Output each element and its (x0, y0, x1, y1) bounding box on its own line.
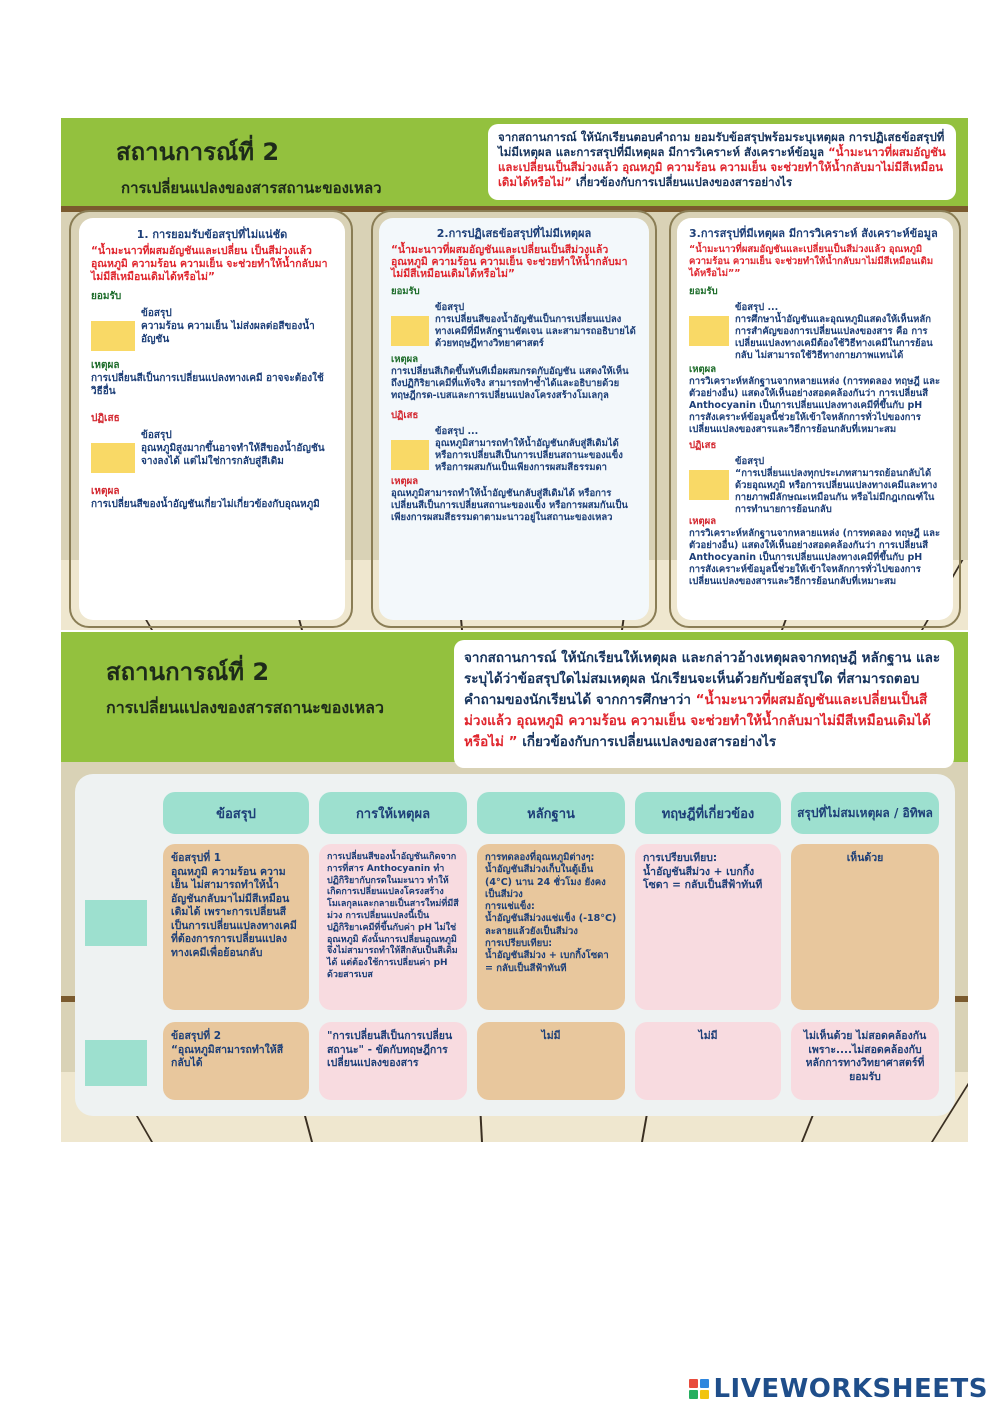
liveworksheets-logo (689, 1374, 988, 1404)
accept-text: ข้อสรุป ... การศึกษาน้ำอัญชันและอุณหภูมิแสดงให้เห็นหลักการสำคัญของการเปลี่ยนแปลงของสาร คือ การเปลี่ยนแปลงทางเคมีต้องใช้วิธีทางเคมีในการย้อนกลับ ไม่สามารถใช้วิธีทางกายภาพแทนได้ (735, 302, 933, 361)
card-quote: “น้ำมะนาวที่ผสมอัญชันและเปลี่ยนเป็นสีม่วงแล้ว อุณหภูมิ ความร้อน ความเย็น จะช่วยทำให้น้ำกลับมาไม่มีสีเหมือนเดิมได้หรือไม่” (391, 244, 628, 280)
intro-text: จากสถานการณ์ ให้นักเรียนให้เหตุผล และกล่าวอ้างเหตุผลจากทฤษฎี หลักฐาน และระบุได้ว่าข้อสรุปใดไม่สมเหตุผล นักเรียนจะเห็นด้วยกับข้อสรุปใด ที่สามารถตอบคำถามของนักเรียนได้ จากการศึกษาว่า (464, 650, 941, 708)
reject-label: ปฏิเสธ (91, 413, 120, 424)
card-heading: 1. การยอมรับข้อสรุปที่ไม่แน่ชัด (136, 228, 288, 241)
card-heading: 2.การปฏิเสธข้อสรุปที่ไม่มีเหตุผล (436, 227, 592, 240)
column-header: ทฤษฎีที่เกี่ยวข้อง (635, 792, 781, 834)
table-cell: ข้อสรุปที่ 1 อุณหภูมิ ความร้อน ความเย็น ไม่สามารถทำให้น้ำอัญชันกลับมาไม่มีสีเหมือนเดิมได้ เพราะการเปลี่ยนสีเป็นการเปลี่ยนแปลงทางเคมีที่ต้องการการเปลี่ยนแปลงทางเคมีเพื่อย้อนกลับ (163, 844, 309, 1010)
column-header: การให้เหตุผล (319, 792, 467, 834)
accept-label: ยอมรับ (689, 286, 718, 297)
card-reject-unreasonable (379, 218, 649, 620)
intro-text-box (488, 124, 956, 200)
card-heading: 3.การสรุปที่มีเหตุผล มีการวิเคราะห์ สังเคราะห์ข้อมูล (689, 227, 938, 240)
intro-question: “น้ำมะนาวที่ผสมอัญชันและเปลี่ยนเป็นสีม่วงแล้ว อุณหภูมิ ความร้อน ความเย็น จะช่วยทำให้น้ำกลับมาไม่มีสีเหมือนเดิมได้หรือไม่ ” (464, 692, 931, 750)
accept-text: ข้อสรุป การเปลี่ยนสีของน้ำอัญชันเป็นการเปลี่ยนแปลงทางเคมีที่มีหลักฐานชัดเจน และสามารถอธิบายได้ด้วยทฤษฎีทางวิทยาศาสตร์ (435, 302, 636, 349)
answer-box[interactable] (689, 470, 729, 500)
intro-text: จากสถานการณ์ ให้นักเรียนตอบคำถาม ยอมรับข้อสรุปพร้อมระบุเหตุผล การปฏิเสธข้อสรุปที่ไม่มีเหตุผล และการสรุปที่มีเหตุผล มีการวิเคราะห์ สังเคราะห์ข้อมูล (498, 130, 945, 159)
accept-text: ข้อสรุป ความร้อน ความเย็น ไม่ส่งผลต่อสีของน้ำอัญชัน (141, 308, 315, 345)
table-cell: ไม่มี (477, 1022, 625, 1100)
accept-label: ยอมรับ (391, 286, 420, 297)
reason-text: การเปลี่ยนสีเป็นการเปลี่ยนแปลงทางเคมี อาจจะต้องใช้วิธีอื่น (91, 373, 324, 397)
column-header: ข้อสรุป (163, 792, 309, 834)
reason-text: การเปลี่ยนสีของน้ำอัญชันเกี่ยวไม่เกี่ยวข้องกับอุณหภูมิ (91, 499, 320, 510)
answer-box[interactable] (391, 440, 429, 470)
intro-text-end: เกี่ยวข้องกับการเปลี่ยนแปลงของสารอย่างไร (575, 175, 793, 189)
reason-text: การวิเคราะห์หลักฐานจากหลายแหล่ง (การทดลอง ทฤษฎี และตัวอย่างอื่น) แสดงให้เห็นอย่างสอดคล้องกันว่า การเปลี่ยนสี Anthocyanin เป็นการเปลี่ยนแปลงทางเคมีที่ขึ้นกับ pH การสังเคราะห์ข้อมูลนี้ช่วยให้เข้าใจหลักการทั่วไปของการเปลี่ยนแปลงของสารและวิธีการย้อนกลับที่เหมาะสม (689, 376, 941, 435)
reject-label: ปฏิเสธ (689, 440, 717, 451)
accept-label: ยอมรับ (91, 291, 122, 302)
card-reasoned-conclusion (677, 218, 953, 620)
card-quote: “น้ำมะนาวที่ผสมอัญชันและเปลี่ยนเป็นสีม่วงแล้ว อุณหภูมิ ความร้อน ความเย็น จะช่วยทำให้น้ำกลับมาไม่มีสีเหมือนเดิมได้หรือไม่”” (689, 244, 934, 279)
reason-label: เหตุผล (391, 354, 419, 365)
table-cell: ไม่เห็นด้วย ไม่สอดคล้องกัน เพราะ....ไม่สอดคล้องกับหลักการทางวิทยาศาสตร์ที่ยอมรับ (791, 1022, 939, 1100)
intro-question: “น้ำมะนาวที่ผสมอัญชันและเปลี่ยนเป็นสีม่วงแล้ว อุณหภูมิ ความร้อน ความเย็น จะช่วยทำให้น้ำกลับมาไม่มีสีเหมือนเดิมได้หรือไม่” (498, 145, 946, 189)
brand-name: LIVEWORKSHEETS (713, 1374, 988, 1404)
intro-text-box (454, 640, 954, 768)
scenario-panel-1 (61, 118, 968, 630)
card-accept-uncertain (79, 218, 345, 620)
table-cell: ข้อสรุปที่ 2 “อุณหภูมิสามารถทำให้สีกลับได้ (163, 1022, 309, 1100)
reject-text: ข้อสรุป “การเปลี่ยนแปลงทุกประเภทสามารถย้อนกลับได้ด้วยอุณหภูมิ หรือการเปลี่ยนแปลงทางเคมีและทางกายภาพมีลักษณะเหมือนกัน หรือไม่มีกฎเกณฑ์ในการทำนายการย้อนกลับ (735, 456, 938, 515)
panel-subtitle: การเปลี่ยนแปลงของสารสถานะของเหลว (121, 179, 382, 197)
reason-label: เหตุผล (689, 516, 717, 527)
table-cell: "การเปลี่ยนสีเป็นการเปลี่ยนสถานะ" - ขัดกับทฤษฎีการเปลี่ยนแปลงของสาร (319, 1022, 467, 1100)
card-quote: “น้ำมะนาวที่ผสมอัญชันและเปลี่ยน เป็นสีม่วงแล้ว อุณหภูมิ ความร้อน ความเย็น จะช่วยทำให้น้ำกลับมาไม่มีสีเหมือนเดิมได้หรือไม่” (91, 245, 328, 283)
column-header: หลักฐาน (477, 792, 625, 834)
reason-text: การวิเคราะห์หลักฐานจากหลายแหล่ง (การทดลอง ทฤษฎี และตัวอย่างอื่น) แสดงให้เห็นอย่างสอดคล้องกันว่า การเปลี่ยนสี Anthocyanin เป็นการเปลี่ยนแปลงทางเคมีที่ขึ้นกับ pH การสังเคราะห์ข้อมูลนี้ช่วยให้เข้าใจหลักการทั่วไปของการเปลี่ยนแปลงของสารและวิธีการย้อนกลับที่เหมาะสม (689, 528, 941, 587)
intro-text-end: เกี่ยวข้องกับการเปลี่ยนแปลงของสารอย่างไร (522, 734, 777, 750)
reject-label: ปฏิเสธ (391, 410, 419, 421)
answer-box[interactable] (689, 316, 729, 346)
reason-label: เหตุผล (91, 360, 120, 371)
panel-title: สถานการณ์ที่ 2 (116, 138, 280, 166)
answer-box[interactable] (91, 443, 135, 473)
brand-mark-icon (689, 1379, 709, 1399)
table-cell: การเปรียบเทียบ: น้ำอัญชันสีม่วง + เบกกิ้งโซดา = กลับเป็นสีฟ้าทันที (635, 844, 781, 1010)
answer-box[interactable] (91, 321, 135, 351)
reason-text: การเปลี่ยนสีเกิดขึ้นทันทีเมื่อผสมกรดกับอัญชัน แสดงให้เห็นถึงปฏิกิริยาเคมีที่แท้จริง สามารถทำซ้ำได้และอธิบายด้วยทฤษฎีกรด-เบสและการเปลี่ยนแปลงโครงสร้างโมเลกุล (391, 366, 629, 401)
reject-text: ข้อสรุป อุณหภูมิสูงมากขึ้นอาจทำให้สีของน้ำอัญชันจางลงได้ แต่ไม่ใช่การกลับสู่สีเดิม (141, 430, 325, 467)
reason-label: เหตุผล (91, 486, 120, 497)
column-header: สรุปที่ไม่สมเหตุผล / อิทิพล (791, 792, 939, 834)
reject-text: ข้อสรุป ... อุณหภูมิสามารถทำให้น้ำอัญชันกลับสู่สีเดิมได้ หรือการเปลี่ยนสีเป็นการเปลี่ยนสถานะของแข็ง หรือการผสมกันเป็นเพียงการผสมสีธรรมดา (435, 426, 623, 473)
panel-title: สถานการณ์ที่ 2 (106, 658, 270, 686)
table-cell: การทดลองที่อุณหภูมิต่างๆ: น้ำอัญชันสีม่วงเก็บในตู้เย็น (4°C) นาน 24 ชั่วโมง ยังคงเป็นสีม่วง การแช่แข็ง: น้ำอัญชันสีม่วงแช่แข็ง (-18°C) ละลายแล้วยังเป็นสีม่วง การเปรียบเทียบ: น้ำอัญชันสีม่วง + เบกกิ้งโซดา = กลับเป็นสีฟ้าทันที (477, 844, 625, 1010)
panel-subtitle: การเปลี่ยนแปลงของสารสถานะของเหลว (106, 698, 384, 717)
answer-box[interactable] (85, 900, 147, 946)
table-cell: เห็นด้วย (791, 844, 939, 1010)
reason-label: เหตุผล (689, 364, 717, 375)
table-cell: การเปลี่ยนสีของน้ำอัญชันเกิดจากการที่สาร Anthocyanin ทำปฏิกิริยากับกรดในมะนาว ทำให้เกิดการเปลี่ยนแปลงโครงสร้างโมเลกุลและกลายเป็นสารใหม่ที่มีสีม่วง การเปลี่ยนแปลงนี้เป็นปฏิกิริยาเคมีที่ขึ้นกับค่า pH ไม่ใช่อุณหภูมิ ดังนั้นการเปลี่ยนอุณหภูมิจึงไม่สามารถทำให้สีกลับเป็นสีเดิมได้ แต่ต้องใช้การเปลี่ยนค่า pH ด้วยสารเบส (319, 844, 467, 1010)
answer-box[interactable] (391, 316, 429, 346)
table-cell: ไม่มี (635, 1022, 781, 1100)
scenario-panel-2 (61, 632, 968, 1142)
answer-box[interactable] (85, 1040, 147, 1086)
reason-text: อุณหภูมิสามารถทำให้น้ำอัญชันกลับสู่สีเดิมได้ หรือการเปลี่ยนสีเป็นการเปลี่ยนสถานะของแข็ง หรือการผสมกันเป็นเพียงการผสมสีธรรมดาตามะนาวอยู่ในสถานะของเหลว (391, 488, 628, 523)
reason-label: เหตุผล (391, 476, 419, 487)
